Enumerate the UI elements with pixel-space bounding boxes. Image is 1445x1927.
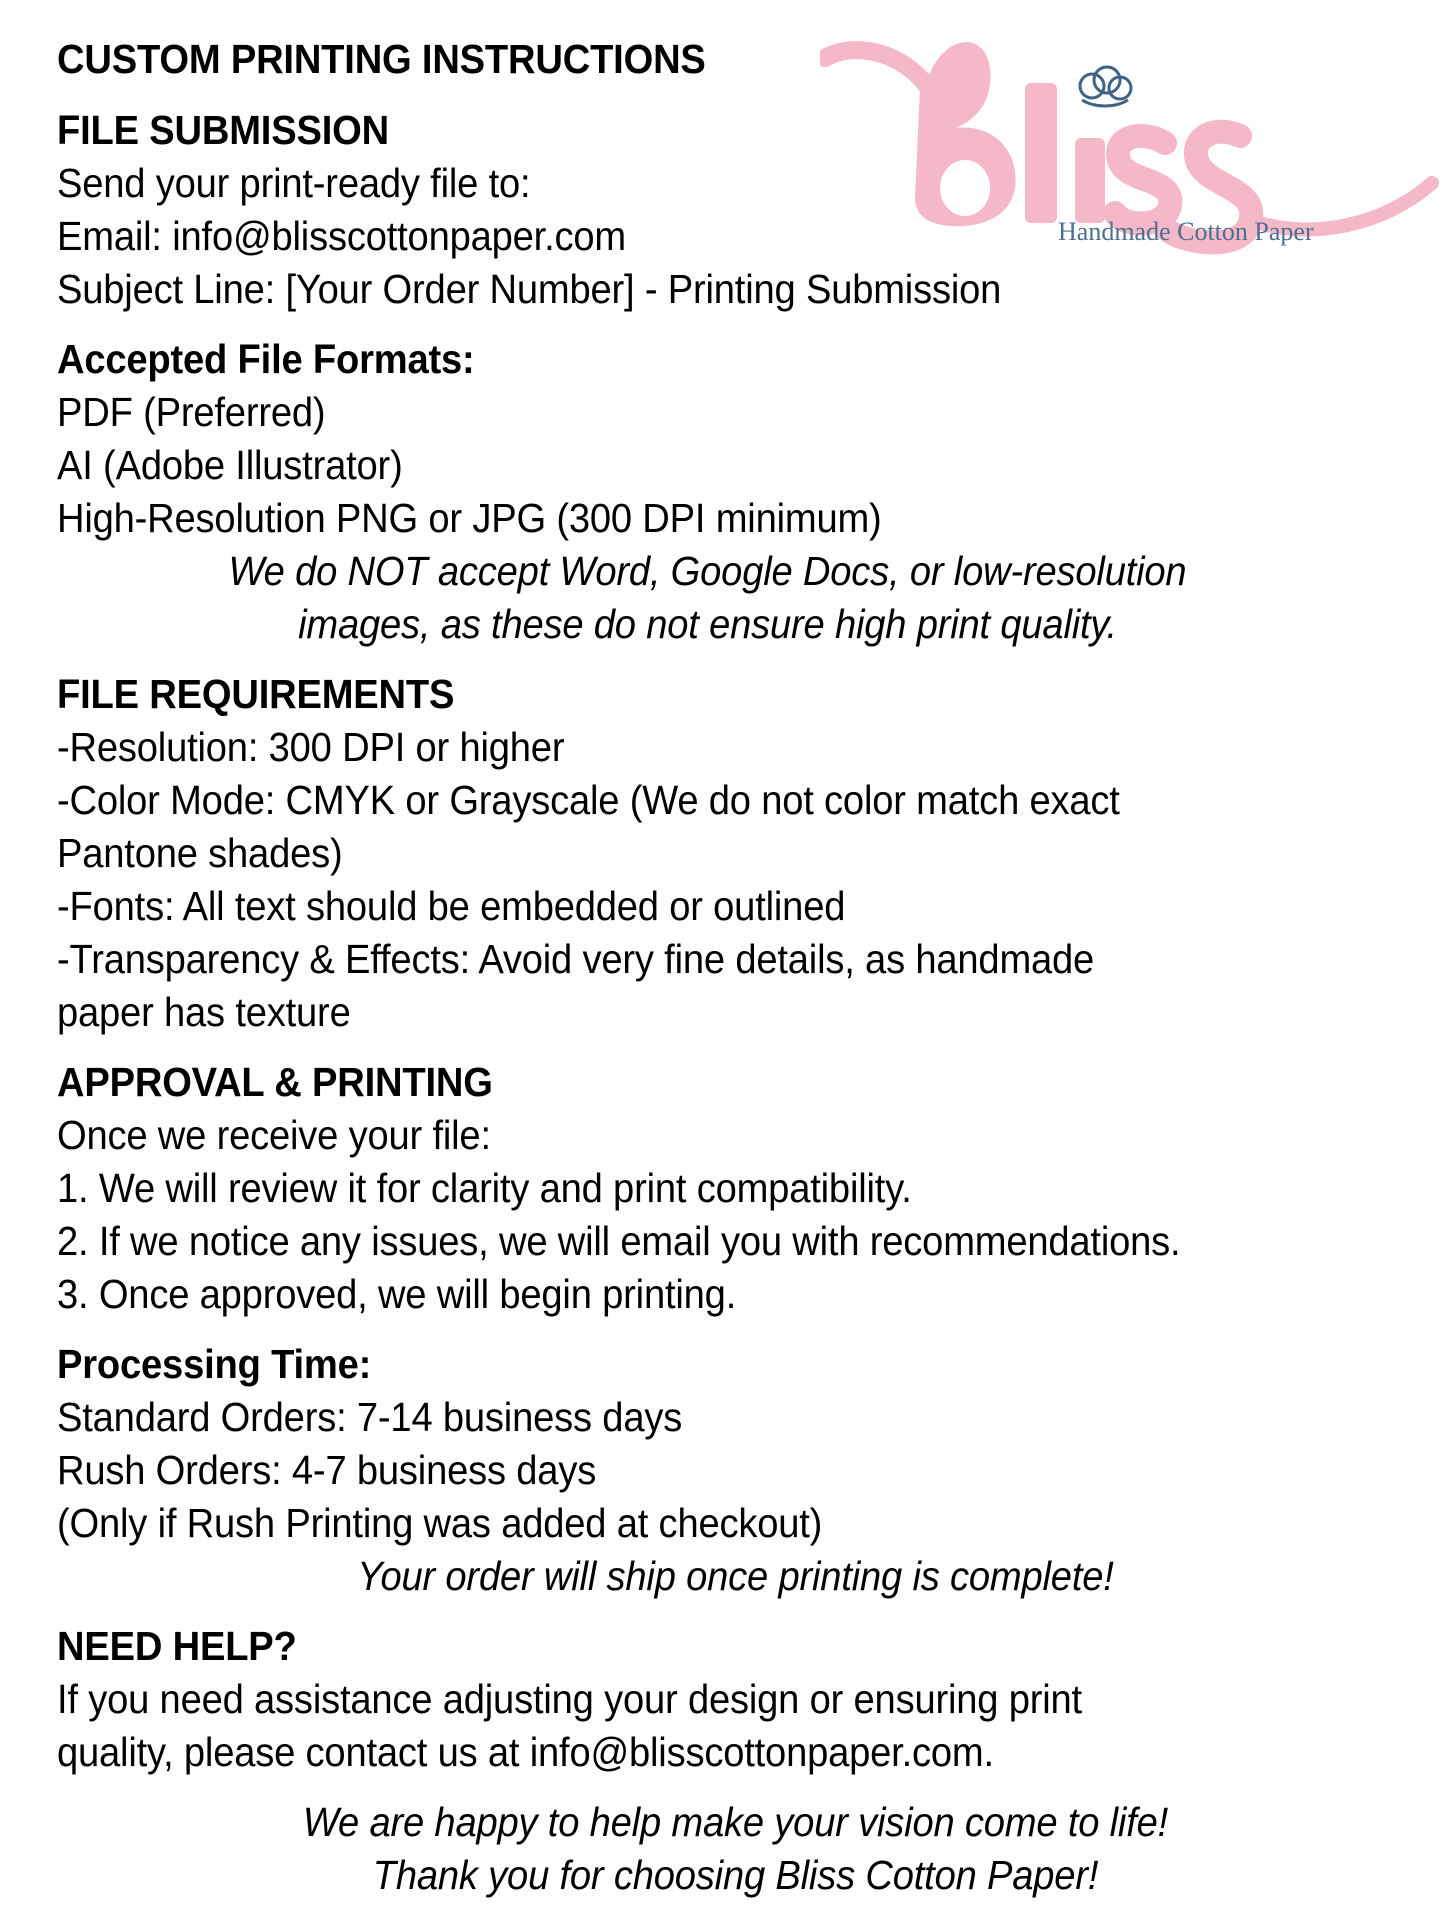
format-item: AI (Adobe Illustrator) [57,442,403,488]
bliss-logo-graphic [820,28,1440,258]
approval-step: 2. If we notice any issues, we will email you with recommendations. [57,1218,1181,1264]
section-heading-approval: APPROVAL & PRINTING [57,1059,493,1105]
format-item: PDF (Preferred) [57,389,326,435]
bliss-logo [820,28,1440,258]
requirement-line: -Color Mode: CMYK or Grayscale (We do not color match exact [57,777,1120,823]
help-line: If you need assistance adjusting your design or ensuring print [57,1676,1082,1722]
requirement-line: paper has texture [57,989,351,1035]
processing-line: Standard Orders: 7-14 business days [57,1394,683,1440]
processing-note: Your order will ship once printing is complete! [357,1553,1114,1599]
processing-line: Rush Orders: 4-7 business days [57,1447,597,1493]
requirement-line: -Resolution: 300 DPI or higher [57,724,565,770]
section-heading-need-help: NEED HELP? [57,1623,297,1669]
closing-line: Thank you for choosing Bliss Cotton Paper! [372,1852,1099,1898]
section-heading-accepted-formats: Accepted File Formats: [57,336,475,382]
requirement-line: -Transparency & Effects: Avoid very fine details, as handmade [57,936,1095,982]
help-line: quality, please contact us at info@blisscottonpaper.com. [57,1729,994,1775]
cotton-boll-icon [1080,67,1131,106]
section-heading-file-submission: FILE SUBMISSION [57,107,389,153]
approval-step: 1. We will review it for clarity and print compatibility. [57,1165,912,1211]
submission-email: Email: info@blisscottonpaper.com [57,213,626,259]
requirement-line: -Fonts: All text should be embedded or outlined [57,883,846,929]
section-heading-processing-time: Processing Time: [57,1341,372,1387]
submission-line: Send your print-ready file to: [57,160,531,206]
approval-step: 3. Once approved, we will begin printing. [57,1271,737,1317]
closing-line: We are happy to help make your vision come to life! [302,1799,1169,1845]
logo-tagline: Handmade Cotton Paper [1058,217,1314,246]
submission-subject-line: Subject Line: [Your Order Number] - Printing Submission [57,266,1002,312]
section-heading-file-requirements: FILE REQUIREMENTS [57,671,455,717]
approval-line: Once we receive your file: [57,1112,491,1158]
page-title: CUSTOM PRINTING INSTRUCTIONS [57,36,706,82]
format-item: High-Resolution PNG or JPG (300 DPI minimum) [57,495,882,541]
format-note: We do NOT accept Word, Google Docs, or low-resolution [228,548,1187,594]
format-note: images, as these do not ensure high print quality. [298,601,1117,647]
processing-line: (Only if Rush Printing was added at checkout) [57,1500,823,1546]
requirement-line: Pantone shades) [57,830,343,876]
